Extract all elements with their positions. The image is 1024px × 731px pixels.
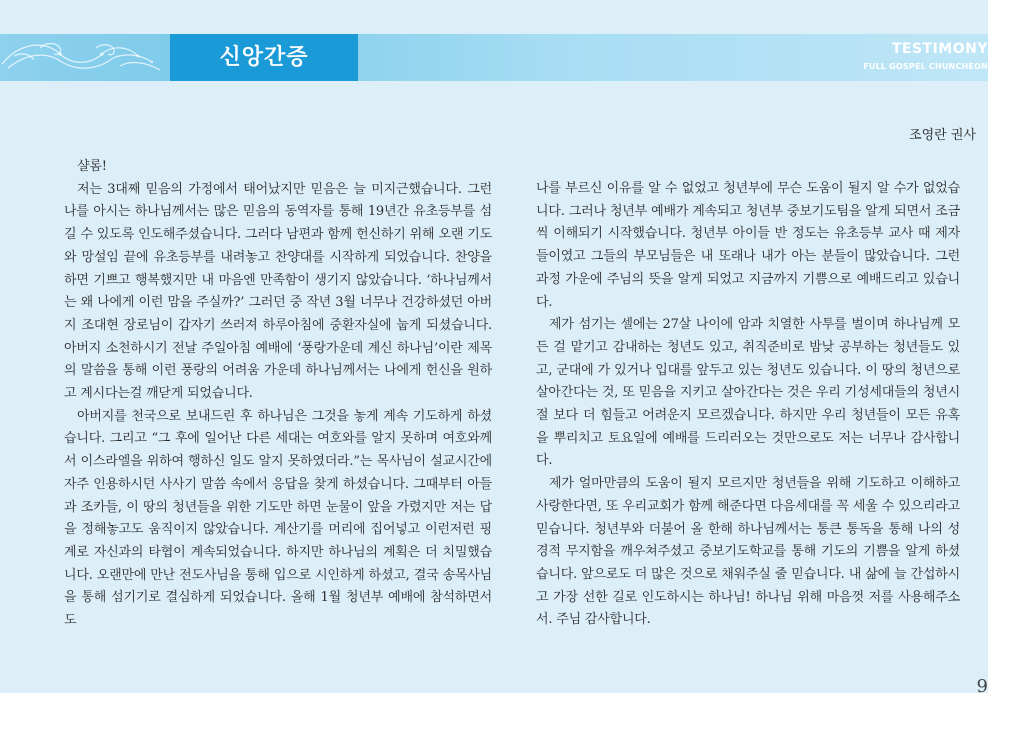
body-paragraph: 제가 섬기는 셀에는 27살 나이에 암과 치열한 사투를 벌이며 하나님께 모든 걸 맡기고 감내하는 청년도 있고, 취직준비로 밤낮 공부하는 청년들도 있고, 군대에 가 있거나 입대를 앞두고 있는 청년도 있습니다. 이 땅의 청년으로 살아간다는 것, 또 믿음을 지키고 살아간다는 것은 우리 기성세대들의 청년시절 보다 더 힘들고 어려운지 모르겠습니다. 하지만 우리 청년들이 모든 유혹을 뿌리치고 토요일에 예배를 드리러오는 것만으로도 저는 너무나 감사합니다. bbox=[536, 317, 960, 469]
body-paragraph: 제가 얼마만큼의 도움이 될지 모르지만 청년들을 위해 기도하고 이해하고 사랑한다면, 또 우리교회가 함께 해준다면 다음세대를 꼭 세울 수 있으리라고 믿습니다. 청년부와 더불어 올 한해 하나님께서는 통큰 통독을 통해 나의 성경적 무지함을 깨우쳐주셨고 중보기도학교를 통해 기도의 기쁨을 알게 하셨습니다. 앞으로도 더 많은 것으로 채워주실 줄 믿습니다. 내 삶에 늘 간섭하시고 가장 선한 길로 인도하시는 하나님! 하나님 위해 마음껏 저를 사용해주소서. 주님 감사합니다. bbox=[536, 476, 960, 628]
brand-block bbox=[863, 41, 988, 71]
body-paragraph: 아버지를 천국으로 보내드린 후 하나님은 그것을 놓게 계속 기도하게 하셨습니다. 그리고 “그 후에 일어난 다른 세대는 여호와를 알지 못하며 여호와께서 이스라엘을 위하여 행하신 일도 알지 못하였더라.”는 목사님이 설교시간에 자주 인용하시던 사사기 말씀 속에서 응답을 찾게 하셨습니다. 그때부터 아들과 조카들, 이 땅의 청년들을 위한 기도만 하면 눈물이 앞을 가렸지만 저는 답을 정해놓고도 움직이지 않았습니다. 계산기를 머리에 집어넣고 이런저런 핑계로 자신과의 타협이 계속되었습니다. 하지만 하나님의 계획은 더 치밀했습니다. 오랜만에 만난 전도사님을 통해 입으로 시인하게 하셨고, 결국 송목사님을 통해 섬기기로 결심하게 되었습니다. 올해 1월 청년부 예배에 참석하면서도 bbox=[64, 408, 492, 629]
body-paragraph: 저는 3대째 믿음의 가정에서 태어났지만 믿음은 늘 미지근했습니다. 그런 나를 아시는 하나님께서는 많은 믿음의 동역자를 통해 19년간 유초등부를 섬길 수 있도록 인도해주셨습니다. 그러다 남편과 함께 헌신하기 위해 오랜 기도와 망설임 끝에 유초등부를 내려놓고 찬양대를 시작하게 되었습니다. 찬양을 하면 기쁘고 행복했지만 내 마음엔 만족함이 생기지 않았습니다. ‘하나님께서는 왜 나에게 이런 맘을 주실까?’ 그러던 중 작년 3월 너무나 건강하셨던 아버지 조대현 장로님이 갑자기 쓰러져 하루아침에 중환자실에 눕게 되셨습니다. 아버지 소천하시기 전날 주일아침 예배에 ‘풍랑가운데 계신 하나님’이란 제목의 말씀을 통해 이런 풍랑의 어려움 가운데 하나님께서는 나에게 헌신을 원하고 계시다는걸 깨닫게 되었습니다. bbox=[64, 181, 492, 402]
brand-subtitle: FULL GOSPEL CHUNCHEON bbox=[863, 62, 988, 71]
brand-title: TESTIMONY bbox=[891, 41, 988, 57]
body-paragraph: 나를 부르신 이유를 알 수 없었고 청년부에 무슨 도움이 될지 알 수가 없었습니다. 그러나 청년부 예배가 계속되고 청년부 중보기도팀을 알게 되면서 조금씩 이해되기 시작했습니다. 청년부 아이들 반 정도는 유초등부 교사 때 제자들이였고 그들의 부모님들은 내 또래나 내가 아는 분들이 많았습니다. 그런 과정 가운에 주님의 뜻을 알게 되었고 지금까지 기쁨으로 예배드리고 있습니다. bbox=[536, 181, 960, 310]
swirl-ornament-icon bbox=[0, 34, 170, 81]
page-title: 신앙간증 bbox=[219, 45, 309, 70]
author-name: 조영란 권사 bbox=[909, 128, 976, 143]
page-number: 9 bbox=[976, 676, 988, 697]
right-column bbox=[536, 178, 960, 632]
left-column bbox=[64, 156, 492, 633]
greeting-paragraph: 샬롬! bbox=[77, 159, 107, 174]
